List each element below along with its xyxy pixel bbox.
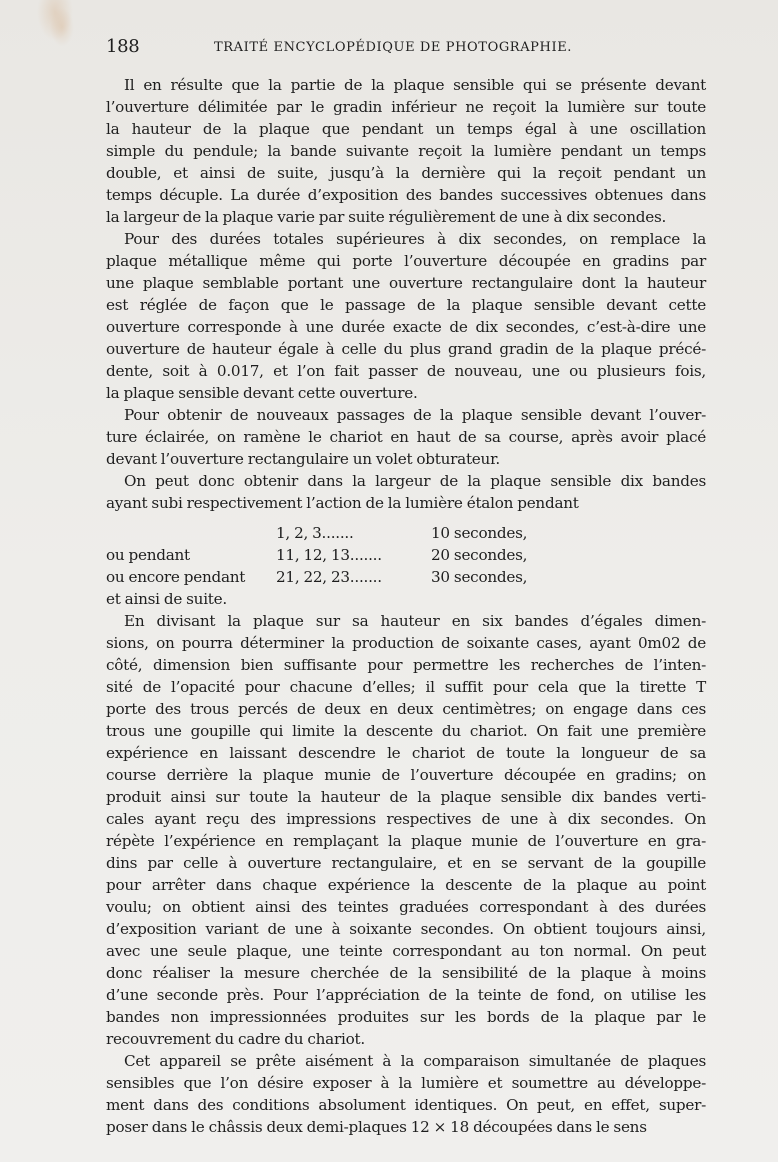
text-line: côté, dimension bien suffisante pour permettre les recherches de l’inten- <box>106 656 706 674</box>
text-line: sions, on pourra déterminer la production de soixante cases, ayant 0m02 de <box>106 634 706 652</box>
text-line: poser dans le châssis deux demi-plaques 12 × 18 découpées dans le sens <box>106 1118 647 1136</box>
text-line: d’une seconde près. Pour l’appréciation de la teinte de fond, on utilise les <box>106 986 706 1004</box>
row-result: 10 secondes, <box>431 524 528 542</box>
exposure-row <box>106 522 706 544</box>
text-line: Pour des durées totales supérieures à dix secondes, on remplace la <box>124 230 706 248</box>
book-page <box>106 36 706 1138</box>
text-line: pour arrêter dans chaque expérience la descente de la plaque au point <box>106 876 706 894</box>
text-line: Pour obtenir de nouveaux passages de la plaque sensible devant l’ouver- <box>124 406 706 424</box>
paragraph <box>106 74 706 228</box>
table-tail: et ainsi de suite. <box>106 590 227 608</box>
row-numbers: 21, 22, 23....... <box>276 568 382 586</box>
text-line: ayant subi respectivement l’action de la lumière étalon pendant <box>106 494 579 512</box>
paragraph <box>106 470 706 514</box>
paragraph <box>106 610 706 1050</box>
text-line: En divisant la plaque sur sa hauteur en six bandes d’égales dimen- <box>124 612 706 630</box>
text-line: temps décuple. La durée d’exposition des bandes successives obtenues dans <box>106 186 706 204</box>
text-line: ment dans des conditions absolument identiques. On peut, en effet, super- <box>106 1096 706 1114</box>
text-line: Cet appareil se prête aisément à la comparaison simultanée de plaques <box>124 1052 706 1070</box>
text-line: expérience en laissant descendre le chariot de toute la longueur de sa <box>106 744 706 762</box>
text-line: course derrière la plaque munie de l’ouverture découpée en gradins; on <box>106 766 706 784</box>
row-result: 30 secondes, <box>431 568 528 586</box>
text-line: d’exposition variant de une à soixante secondes. On obtient toujours ainsi, <box>106 920 706 938</box>
text-line: trous une goupille qui limite la descente du chariot. On fait une première <box>106 722 706 740</box>
text-line: porte des trous percés de deux en deux centimètres; on engage dans ces <box>106 700 706 718</box>
paragraph <box>106 1050 706 1138</box>
text-line: bandes non impressionnées produites sur les bords de la plaque par le <box>106 1008 706 1026</box>
text-line: est réglée de façon que le passage de la plaque sensible devant cette <box>106 296 706 314</box>
text-line: la largeur de la plaque varie par suite régulièrement de une à dix secondes. <box>106 208 667 226</box>
paragraph <box>106 228 706 404</box>
row-numbers: 11, 12, 13....... <box>276 546 382 564</box>
text-line: avec une seule plaque, une teinte correspondant au ton normal. On peut <box>106 942 706 960</box>
paragraph <box>106 404 706 470</box>
text-line: On peut donc obtenir dans la largeur de la plaque sensible dix bandes <box>124 472 706 490</box>
text-line: la hauteur de la plaque que pendant un temps égal à une oscillation <box>106 120 706 138</box>
text-line: produit ainsi sur toute la hauteur de la plaque sensible dix bandes verti- <box>106 788 706 806</box>
exposure-row <box>106 566 706 588</box>
text-line: simple du pendule; la bande suivante reçoit la lumière pendant un temps <box>106 142 706 160</box>
row-result: 20 secondes, <box>431 546 528 564</box>
text-line: dins par celle à ouverture rectangulaire, et en se servant de la goupille <box>106 854 706 872</box>
text-line: double, et ainsi de suite, jusqu’à la dernière qui la reçoit pendant un <box>106 164 706 182</box>
text-line: ouverture corresponde à une durée exacte de dix secondes, c’est-à-dire une <box>106 318 706 336</box>
text-line: dente, soit à 0.017, et l’on fait passer de nouveau, une ou plusieurs fois, <box>106 362 706 380</box>
text-line: ture éclairée, on ramène le chariot en haut de sa course, après avoir placé <box>106 428 706 446</box>
text-line: sité de l’opacité pour chacune d’elles; il suffit pour cela que la tirette T <box>106 678 706 696</box>
text-line: ouverture de hauteur égale à celle du plus grand gradin de la plaque précé- <box>106 340 706 358</box>
text-line: donc réaliser la mesure cherchée de la sensibilité de la plaque à moins <box>106 964 706 982</box>
body-text <box>106 74 706 1138</box>
row-lead: ou pendant <box>106 546 190 564</box>
row-lead: ou encore pendant <box>106 568 246 586</box>
row-lead <box>106 522 276 544</box>
page-header <box>106 36 706 66</box>
row-numbers: 1, 2, 3....... <box>276 524 354 542</box>
exposure-row <box>106 544 706 566</box>
text-line: recouvrement du cadre du chariot. <box>106 1030 365 1048</box>
page-number: 188 <box>106 36 140 57</box>
text-line: la plaque sensible devant cette ouverture. <box>106 384 418 402</box>
text-line: devant l’ouverture rectangulaire un volet obturateur. <box>106 450 500 468</box>
text-line: l’ouverture délimitée par le gradin inférieur ne reçoit la lumière sur toute <box>106 98 706 116</box>
text-line: une plaque semblable portant une ouverture rectangulaire dont la hauteur <box>106 274 706 292</box>
text-line: cales ayant reçu des impressions respectives de une à dix secondes. On <box>106 810 706 828</box>
text-line: répète l’expérience en remplaçant la plaque munie de l’ouverture en gra- <box>106 832 706 850</box>
text-line: plaque métallique même qui porte l’ouverture découpée en gradins par <box>106 252 706 270</box>
text-line: voulu; on obtient ainsi des teintes graduées correspondant à des durées <box>106 898 706 916</box>
text-line: sensibles que l’on désire exposer à la lumière et soumettre au développe- <box>106 1074 706 1092</box>
text-line: Il en résulte que la partie de la plaque sensible qui se présente devant <box>124 76 706 94</box>
exposure-table <box>106 522 706 610</box>
running-title: TRAITÉ ENCYCLOPÉDIQUE DE PHOTOGRAPHIE. <box>214 40 573 55</box>
